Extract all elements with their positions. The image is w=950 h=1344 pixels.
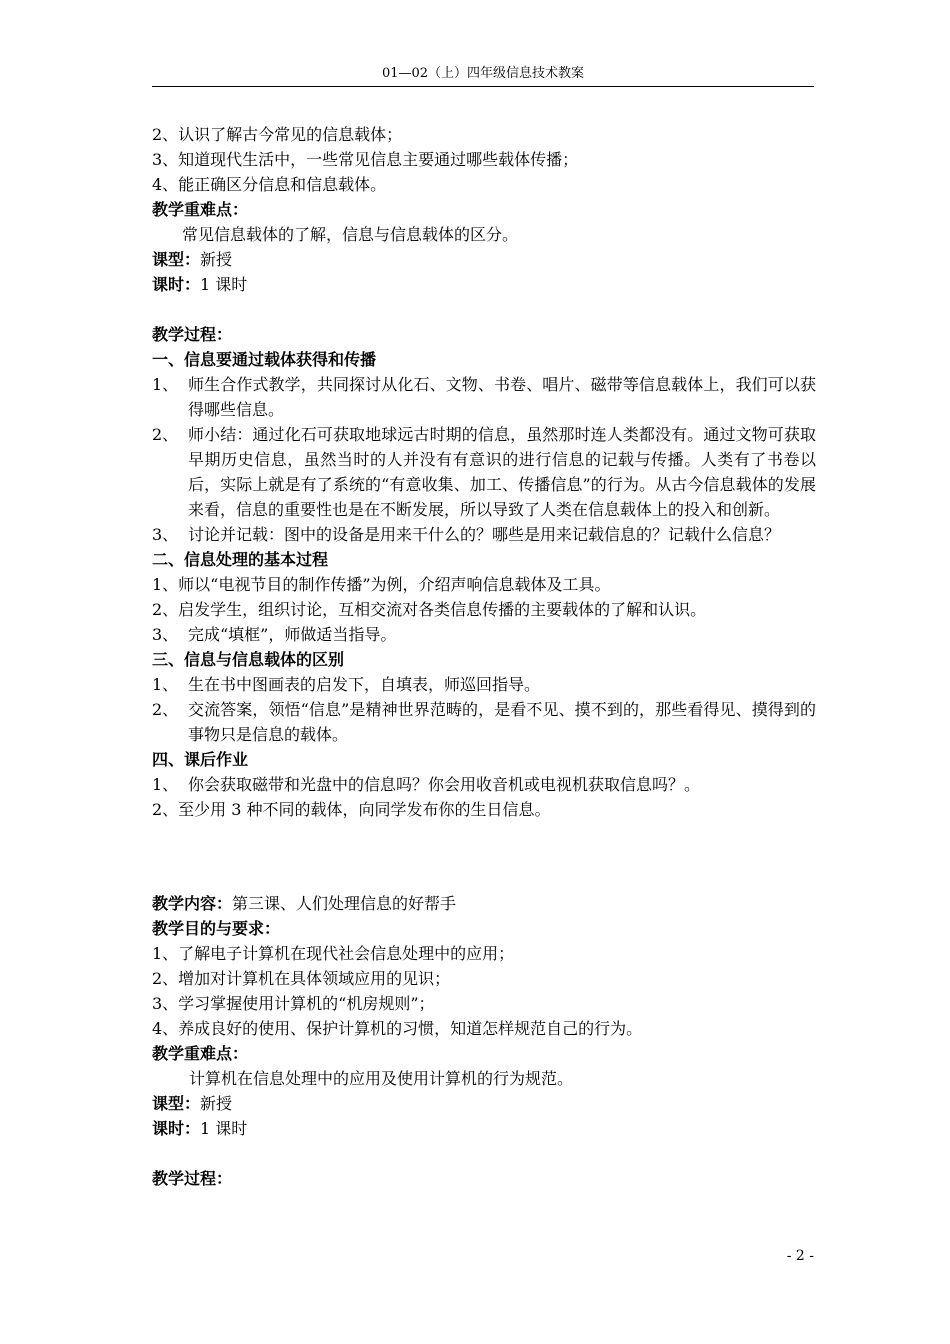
section-heading: 四、课后作业 — [152, 750, 249, 769]
process-label: 教学过程： — [152, 1169, 233, 1188]
lesson-type-value: 新授 — [200, 250, 233, 269]
list-item: 1、师以“电视节目的制作传播”为例，介绍声响信息载体及工具。 — [152, 575, 611, 594]
lesson-type — [152, 1091, 816, 1116]
spacer — [152, 822, 816, 866]
spacer — [152, 866, 816, 891]
list-item — [152, 672, 816, 697]
page-content — [152, 122, 816, 1191]
lesson-hours — [152, 272, 816, 297]
page-header: 01—02（上）四年级信息技术教案 — [381, 66, 585, 81]
lesson-hours — [152, 1116, 816, 1141]
goal-line: 3、学习掌握使用计算机的“机房规则”； — [152, 994, 435, 1013]
list-item: 2、至少用 3 种不同的载体，向同学发布你的生日信息。 — [152, 800, 551, 819]
page-number: - 2 - — [786, 1248, 814, 1264]
lesson-type-label: 课型： — [152, 250, 201, 269]
lesson-type — [152, 247, 816, 272]
header-divider — [152, 86, 814, 87]
item-number: 3、 — [152, 525, 179, 544]
goals-label: 教学目的与要求： — [152, 919, 281, 938]
section-heading: 三、信息与信息载体的区别 — [152, 650, 345, 669]
lesson-hours-value: 1 课时 — [200, 275, 248, 294]
objective-line: 4、能正确区分信息和信息载体。 — [152, 175, 387, 194]
lesson-content-label: 教学内容： — [152, 894, 233, 913]
lesson-hours-label: 课时： — [152, 1119, 201, 1138]
item-number: 1、 — [152, 375, 179, 394]
goal-line: 4、养成良好的使用、保护计算机的习惯，知道怎样规范自己的行为。 — [152, 1019, 643, 1038]
list-item — [152, 522, 816, 547]
section-heading: 一、信息要通过载体获得和传播 — [152, 350, 377, 369]
goal-line: 1、了解电子计算机在现代社会信息处理中的应用； — [152, 944, 515, 963]
item-number: 1、 — [152, 775, 179, 794]
list-item — [152, 772, 816, 797]
key-points-label: 教学重难点： — [152, 200, 249, 219]
section-heading: 二、信息处理的基本过程 — [152, 550, 329, 569]
list-item — [152, 372, 816, 422]
item-text: 交流答案，领悟“信息”是精神世界范畴的，是看不见、摸不到的，那些看得见、摸得到的事物只是信息的载体。 — [188, 700, 816, 744]
lesson-type-label: 课型： — [152, 1094, 201, 1113]
list-item — [152, 422, 816, 522]
key-points-text: 常见信息载体的了解，信息与信息载体的区分。 — [182, 225, 519, 244]
key-points-label: 教学重难点： — [152, 1044, 249, 1063]
list-item — [152, 697, 816, 747]
item-number: 2、 — [152, 700, 179, 719]
list-item — [152, 622, 816, 647]
lesson-type-value: 新授 — [200, 1094, 233, 1113]
item-text: 你会获取磁带和光盘中的信息吗？你会用收音机或电视机获取信息吗？。 — [188, 775, 701, 794]
lesson-content — [152, 891, 816, 916]
lesson-content-value: 第三课、人们处理信息的好帮手 — [232, 894, 457, 913]
item-text: 师小结：通过化石可获取地球远古时期的信息，虽然那时连人类都没有。通过文物可获取早期历史信息，虽然当时的人并没有有意识的进行信息的记载与传播。人类有了书卷以后，实际上就是有了系统的“有意收集、加工、传播信息”的行为。从古今信息载体的发展来看，信息的重要性也是在不断发展，所以导致了人类在信息载体上的投入和创新。 — [188, 425, 816, 519]
item-number: 2、 — [152, 425, 179, 444]
spacer — [152, 1141, 816, 1166]
lesson-hours-value: 1 课时 — [200, 1119, 248, 1138]
objective-line: 3、知道现代生活中，一些常见信息主要通过哪些载体传播； — [152, 150, 579, 169]
spacer — [152, 297, 816, 322]
goal-line: 2、增加对计算机在具体领域应用的见识； — [152, 969, 451, 988]
item-text: 师生合作式教学，共同探讨从化石、文物、书卷、唱片、磁带等信息载体上，我们可以获得哪些信息。 — [188, 375, 816, 419]
objective-line: 2、认识了解古今常见的信息载体； — [152, 125, 403, 144]
item-text: 讨论并记载：图中的设备是用来干什么的？哪些是用来记载信息的？记载什么信息？ — [188, 525, 781, 544]
process-label: 教学过程： — [152, 325, 233, 344]
item-text: 生在书中图画表的启发下，自填表，师巡回指导。 — [188, 675, 541, 694]
key-points-text: 计算机在信息处理中的应用及使用计算机的行为规范。 — [189, 1069, 574, 1088]
list-item: 2、启发学生，组织讨论，互相交流对各类信息传播的主要载体的了解和认识。 — [152, 600, 707, 619]
lesson-hours-label: 课时： — [152, 275, 201, 294]
item-number: 1、 — [152, 675, 179, 694]
item-number: 3、 — [152, 625, 179, 644]
item-text: 完成“填框”，师做适当指导。 — [188, 625, 397, 644]
